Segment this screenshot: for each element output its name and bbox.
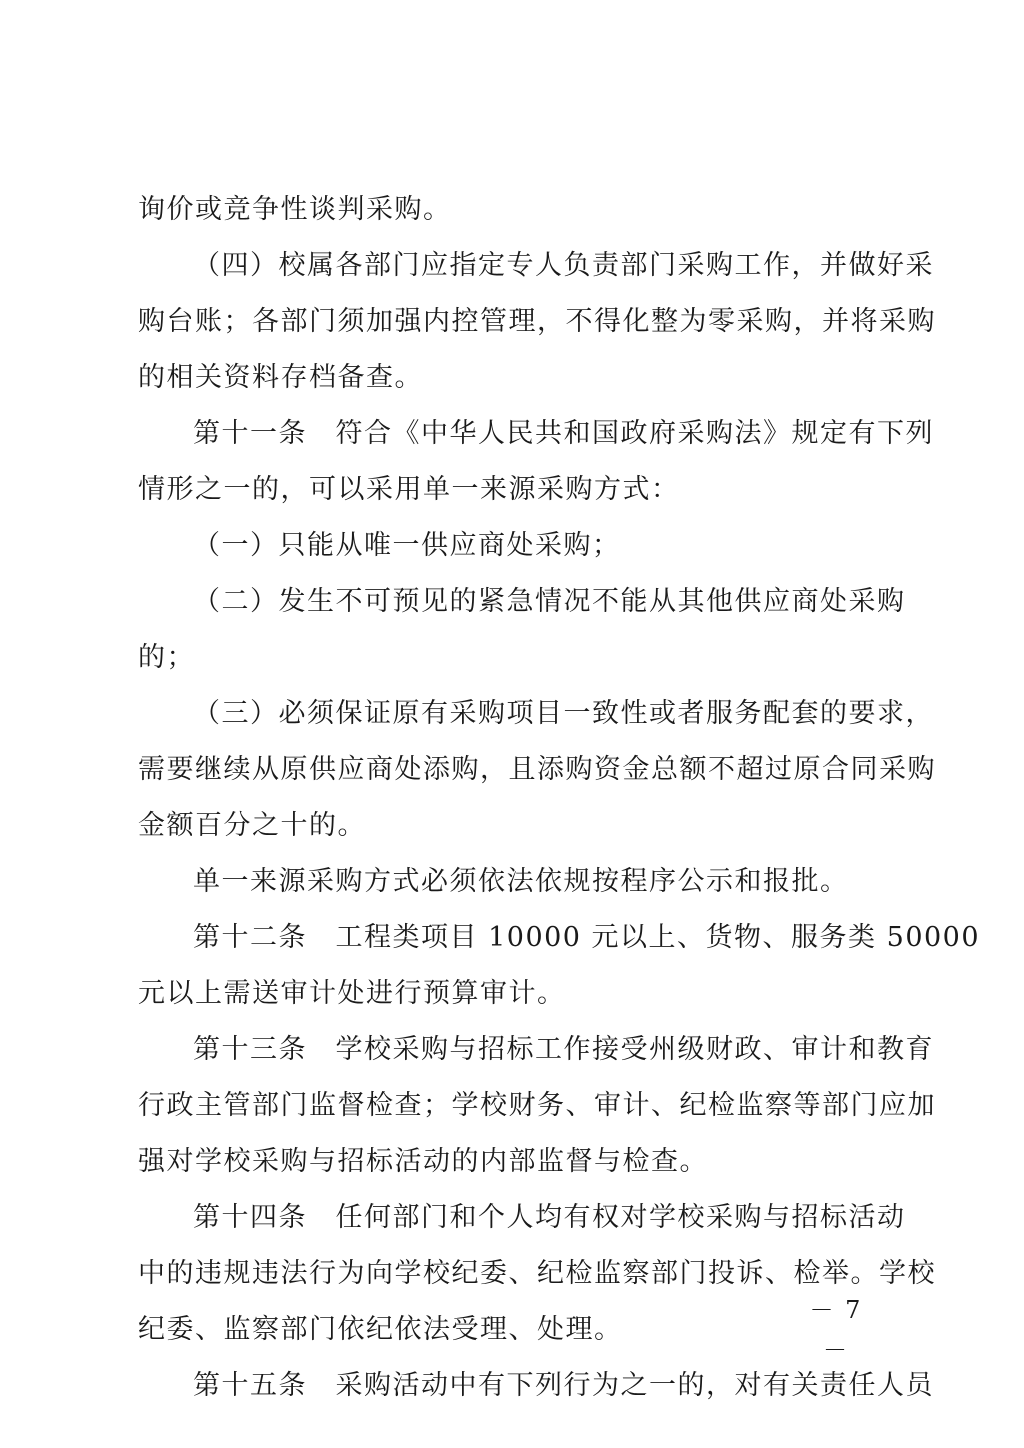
text-line: 强对学校采购与招标活动的内部监督与检查。 xyxy=(138,1146,708,1177)
text-line: 中的违规违法行为向学校纪委、纪检监察部门投诉、检举。学校 xyxy=(138,1258,936,1289)
text-line: 行政主管部门监督检查；学校财务、审计、纪检监察等部门应加 xyxy=(138,1090,936,1121)
text-line: 单一来源采购方式必须依法依规按程序公示和报批。 xyxy=(193,866,849,897)
text-line: 需要继续从原供应商处添购，且添购资金总额不超过原合同采购 xyxy=(138,754,936,785)
text-line: 购台账；各部门须加强内控管理，不得化整为零采购，并将采购 xyxy=(138,306,936,337)
document-body xyxy=(138,182,981,1414)
list-item: （三）必须保证原有采购项目一致性或者服务配套的要求， xyxy=(193,698,934,729)
article-13-heading: 第十三条 学校采购与招标工作接受州级财政、审计和教育 xyxy=(193,1034,934,1065)
text-line: 的； xyxy=(138,642,195,673)
list-item: （二）发生不可预见的紧急情况不能从其他供应商处采购 xyxy=(193,586,906,617)
text-line: 情形之一的，可以采用单一来源采购方式： xyxy=(138,474,680,505)
text-line: 询价或竞争性谈判采购。 xyxy=(138,194,452,225)
article-11-heading: 第十一条 符合《中华人民共和国政府采购法》规定有下列 xyxy=(193,418,934,449)
text-line: 元以上需送审计处进行预算审计。 xyxy=(138,978,566,1009)
text-line: （四）校属各部门应指定专人负责部门采购工作，并做好采 xyxy=(193,250,934,281)
text-line: 纪委、监察部门依纪依法受理、处理。 xyxy=(138,1314,623,1345)
text-line: 金额百分之十的。 xyxy=(138,810,366,841)
text-line: 的相关资料存档备查。 xyxy=(138,362,423,393)
article-12-heading: 第十二条 工程类项目 10000 元以上、货物、服务类 50000 xyxy=(193,922,981,953)
article-14-heading: 第十四条 任何部门和个人均有权对学校采购与招标活动 xyxy=(193,1202,906,1233)
article-15-heading: 第十五条 采购活动中有下列行为之一的，对有关责任人员 xyxy=(193,1370,934,1401)
page-number: － 7 － xyxy=(809,1296,863,1364)
list-item: （一）只能从唯一供应商处采购； xyxy=(193,530,621,561)
